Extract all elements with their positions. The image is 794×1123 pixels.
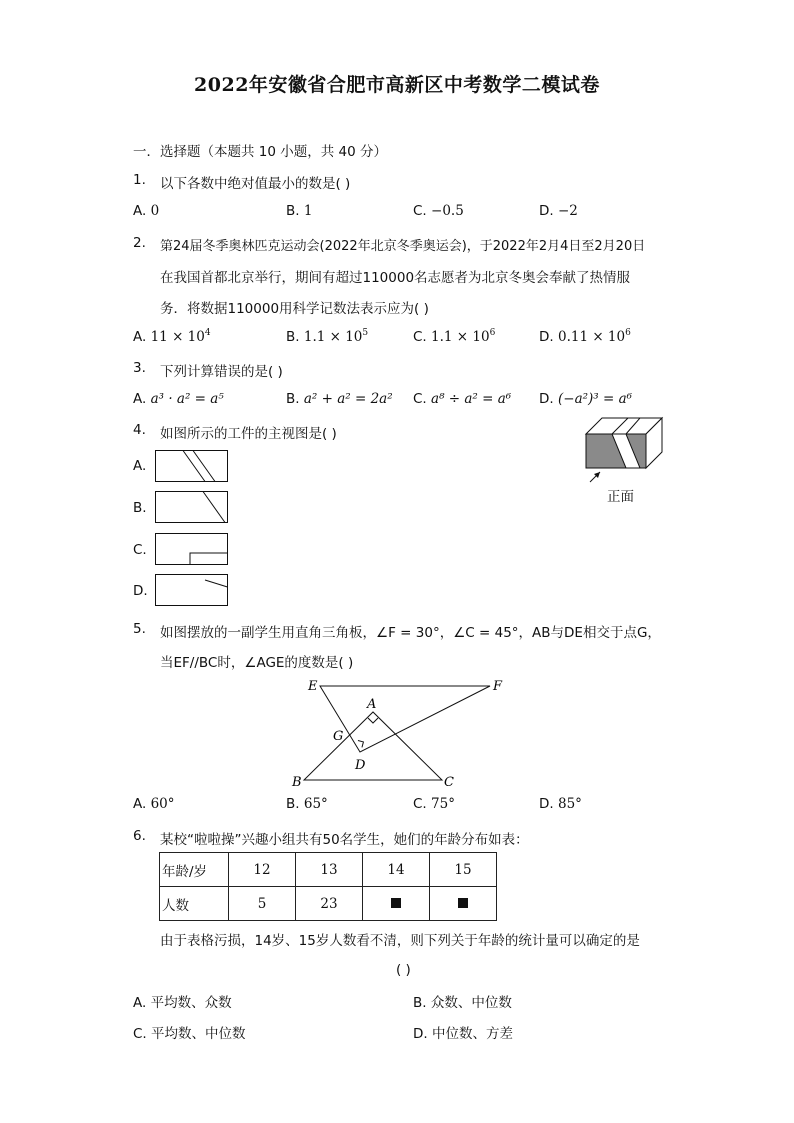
q4-front-label: 正面	[607, 489, 634, 505]
q6-line2: 由于表格污损，14岁、15岁人数看不清，则下列关于年龄的统计量可以确定的是	[160, 933, 640, 949]
q3-number: 3.	[133, 360, 146, 376]
table-cell: 5	[229, 887, 296, 921]
table-cell: 15	[430, 853, 497, 887]
q6-number: 6.	[133, 828, 146, 844]
q4-option-b-view	[155, 491, 229, 524]
q2-number: 2.	[133, 235, 146, 251]
q4-option-d-label: D.	[133, 583, 148, 599]
point-b-label: B	[292, 775, 302, 790]
q2-line1: 第24届冬季奥林匹克运动会(2022年北京冬季奥运会)，于2022年2月4日至2月20日	[160, 239, 646, 254]
table-cell: 13	[296, 853, 363, 887]
q6-option-b: B. 众数、中位数	[413, 995, 512, 1011]
q5-option-b: B. 65°	[286, 796, 328, 812]
q1-option-c: C. −0.5	[413, 203, 464, 219]
q5-option-a: A. 60°	[133, 796, 175, 812]
q3-option-b: B. a² + a² = 2a²	[286, 391, 393, 407]
q4-option-a-view	[155, 450, 229, 483]
point-f-label: F	[493, 679, 503, 694]
q6-option-d: D. 中位数、方差	[413, 1026, 513, 1042]
q3-stem: 下列计算错误的是( )	[160, 364, 283, 380]
q2-option-b: B. $1.1 \times 10^5$	[286, 328, 369, 345]
point-c-label: C	[444, 775, 454, 790]
q5-line2: 当EF//BC时，∠AGE的度数是( )	[160, 655, 354, 671]
q4-solid-figure	[578, 412, 668, 487]
q6-option-c: C. 平均数、中位数	[133, 1026, 246, 1042]
q1-option-d: D. −2	[539, 203, 578, 219]
point-g-label: G	[333, 729, 344, 744]
q2-line3: 务．将数据110000用科学记数法表示应为( )	[160, 301, 429, 317]
table-row	[160, 853, 497, 887]
table-header-cell: 年龄/岁	[160, 853, 229, 887]
q4-option-c-label: C.	[133, 542, 147, 558]
section-header: 一．选择题（本题共 10 小题，共 40 分）	[133, 144, 388, 160]
q4-option-d-view	[155, 574, 229, 607]
q5-option-c: C. 75°	[413, 796, 455, 812]
q6-age-table	[159, 852, 497, 921]
q4-number: 4.	[133, 422, 146, 438]
q5-triangles-figure	[290, 672, 520, 794]
q3-option-c: C. a⁸ ÷ a² = a⁶	[413, 391, 512, 407]
q6-answer-paren: ( )	[396, 962, 411, 978]
q6-stem: 某校“啦啦操”兴趣小组共有50名学生，她们的年龄分布如表：	[160, 832, 529, 848]
ink-blot-icon	[458, 898, 468, 908]
table-cell: 14	[363, 853, 430, 887]
q4-option-c-view	[155, 533, 229, 566]
q4-option-b-label: B.	[133, 500, 147, 516]
q3-option-a: A. a³ · a² = a⁵	[133, 391, 224, 407]
q2-option-d: D. $0.11 \times 10^6$	[539, 328, 631, 345]
page-title: 2022年安徽省合肥市高新区中考数学二模试卷	[194, 74, 600, 96]
q1-stem: 以下各数中绝对值最小的数是( )	[160, 176, 351, 192]
table-cell: 12	[229, 853, 296, 887]
q1-number: 1.	[133, 172, 146, 188]
q6-option-a: A. 平均数、众数	[133, 995, 232, 1011]
q2-option-c: C. $1.1 \times 10^6$	[413, 328, 496, 345]
q4-stem: 如图所示的工件的主视图是( )	[160, 426, 337, 442]
q3-option-d: D. (−a²)³ = a⁶	[539, 391, 633, 407]
q5-line1: 如图摆放的一副学生用直角三角板，∠F = 30°，∠C = 45°，AB与DE相交于点G，	[160, 625, 661, 641]
point-d-label: D	[355, 758, 366, 773]
point-e-label: E	[308, 679, 318, 694]
table-header-cell: 人数	[160, 887, 229, 921]
table-cell-smudged	[430, 887, 497, 921]
q5-option-d: D. 85°	[539, 796, 582, 812]
q4-option-a-label: A.	[133, 458, 147, 474]
q2-option-a: A. $11 \times 10^4$	[133, 328, 211, 345]
table-cell-smudged	[363, 887, 430, 921]
q1-option-b: B. 1	[286, 203, 313, 219]
q1-option-a: A. 0	[133, 203, 160, 219]
ink-blot-icon	[391, 898, 401, 908]
q2-line2: 在我国首都北京举行，期间有超过110000名志愿者为北京冬奥会奉献了热情服	[160, 270, 631, 286]
table-row	[160, 887, 497, 921]
table-cell: 23	[296, 887, 363, 921]
q5-number: 5.	[133, 621, 146, 637]
point-a-label: A	[367, 697, 377, 712]
